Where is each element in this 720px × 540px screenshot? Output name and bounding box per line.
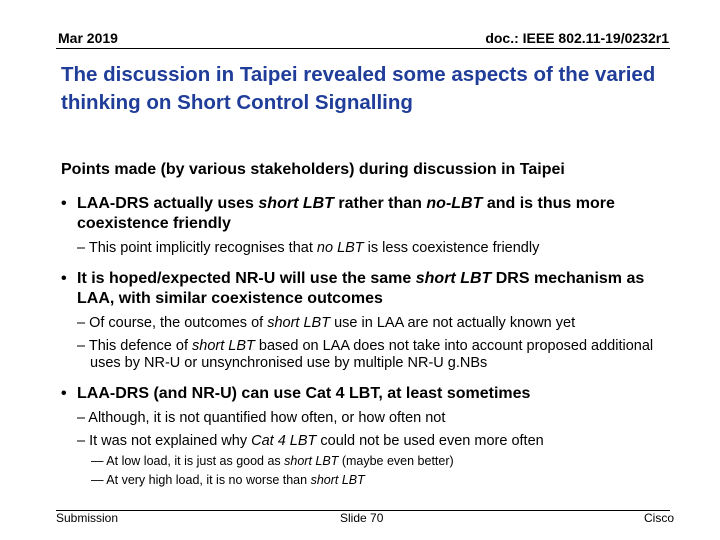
bullet-2-text-a: It is hoped/expected NR-U will use the same bbox=[77, 270, 416, 287]
bullet-3-subsub-1 bbox=[61, 454, 681, 469]
bullet-2-italic: short LBT bbox=[415, 270, 492, 287]
bullet-1-italic-b: no-LBT bbox=[426, 195, 483, 212]
bullet-1-sub-1 bbox=[61, 240, 681, 257]
bullet-2-text-b: DRS mechanism as LAA, with similar coexistence outcomes bbox=[77, 270, 645, 307]
b1s1-text-b: is less coexistence friendly bbox=[363, 240, 540, 256]
b3ss2-text: — At very high load, it is no worse than bbox=[91, 473, 311, 487]
b3s1-text: – Although, it is not quantified how often, or how often not bbox=[77, 410, 446, 426]
slide-title: The discussion in Taipei revealed some aspects of the varied thinking on Short Control Signalling bbox=[61, 63, 656, 114]
b3s2-text-b: could not be used even more often bbox=[316, 433, 544, 449]
b3s2-text-a: – It was not explained why bbox=[77, 433, 252, 449]
bullet-3-sub-1 bbox=[61, 410, 681, 427]
bullet-group-3 bbox=[61, 384, 681, 488]
bullet-2-sub-1 bbox=[61, 315, 681, 332]
header-rule bbox=[56, 48, 670, 49]
bullet-2-sub-2 bbox=[61, 338, 681, 372]
header-date: Mar 2019 bbox=[58, 30, 118, 46]
b3ss2-italic: short LBT bbox=[310, 473, 365, 487]
b2s1-italic: short LBT bbox=[267, 315, 331, 331]
b2s1-text-b: use in LAA are not actually known yet bbox=[330, 315, 576, 331]
bullet-2 bbox=[61, 269, 681, 309]
footer-submission: Submission bbox=[56, 511, 119, 525]
bullet-3-sub-2 bbox=[61, 433, 681, 450]
intro-text: Points made (by various stakeholders) during discussion in Taipei bbox=[61, 161, 565, 178]
b2s2-italic: short LBT bbox=[192, 338, 255, 354]
bullet-3 bbox=[61, 384, 681, 404]
footer-slide-number: Slide 70 bbox=[340, 511, 384, 525]
bullet-1-text-a: LAA-DRS actually uses bbox=[77, 195, 259, 212]
b2s1-text-a: – Of course, the outcomes of bbox=[77, 315, 268, 331]
b3s2-italic: Cat 4 LBT bbox=[251, 433, 317, 449]
bullet-1 bbox=[61, 194, 681, 234]
header-doc-id: doc.: IEEE 802.11-19/0232r1 bbox=[485, 30, 669, 46]
b3ss1-italic: short LBT bbox=[284, 454, 339, 468]
b2s2-text-a: – This defence of bbox=[77, 338, 193, 354]
bullet-3-subsub-2 bbox=[61, 473, 681, 488]
bullet-group-2 bbox=[61, 269, 681, 372]
bullet-1-text-c: and is thus more coexistence friendly bbox=[77, 195, 615, 232]
b1s1-text-a: – This point implicitly recognises that bbox=[77, 240, 317, 256]
b3ss1-text-a: — At low load, it is just as good as bbox=[91, 454, 285, 468]
b1s1-italic: no LBT bbox=[316, 240, 364, 256]
bullet-group-1 bbox=[61, 194, 681, 257]
footer-company: Cisco bbox=[643, 511, 674, 525]
slide-body bbox=[61, 160, 681, 500]
bullet-1-text-b: rather than bbox=[333, 195, 427, 212]
bullet-1-italic-a: short LBT bbox=[258, 195, 334, 212]
b3ss1-text-b: (maybe even better) bbox=[338, 454, 454, 468]
bullet-3-text: LAA-DRS (and NR-U) can use Cat 4 LBT, at least sometimes bbox=[77, 385, 531, 402]
b2s2-text-b: based on LAA does not take into account proposed additional uses by NR-U or unsynchronised use by multiple NR-U g.NBs bbox=[90, 338, 654, 371]
